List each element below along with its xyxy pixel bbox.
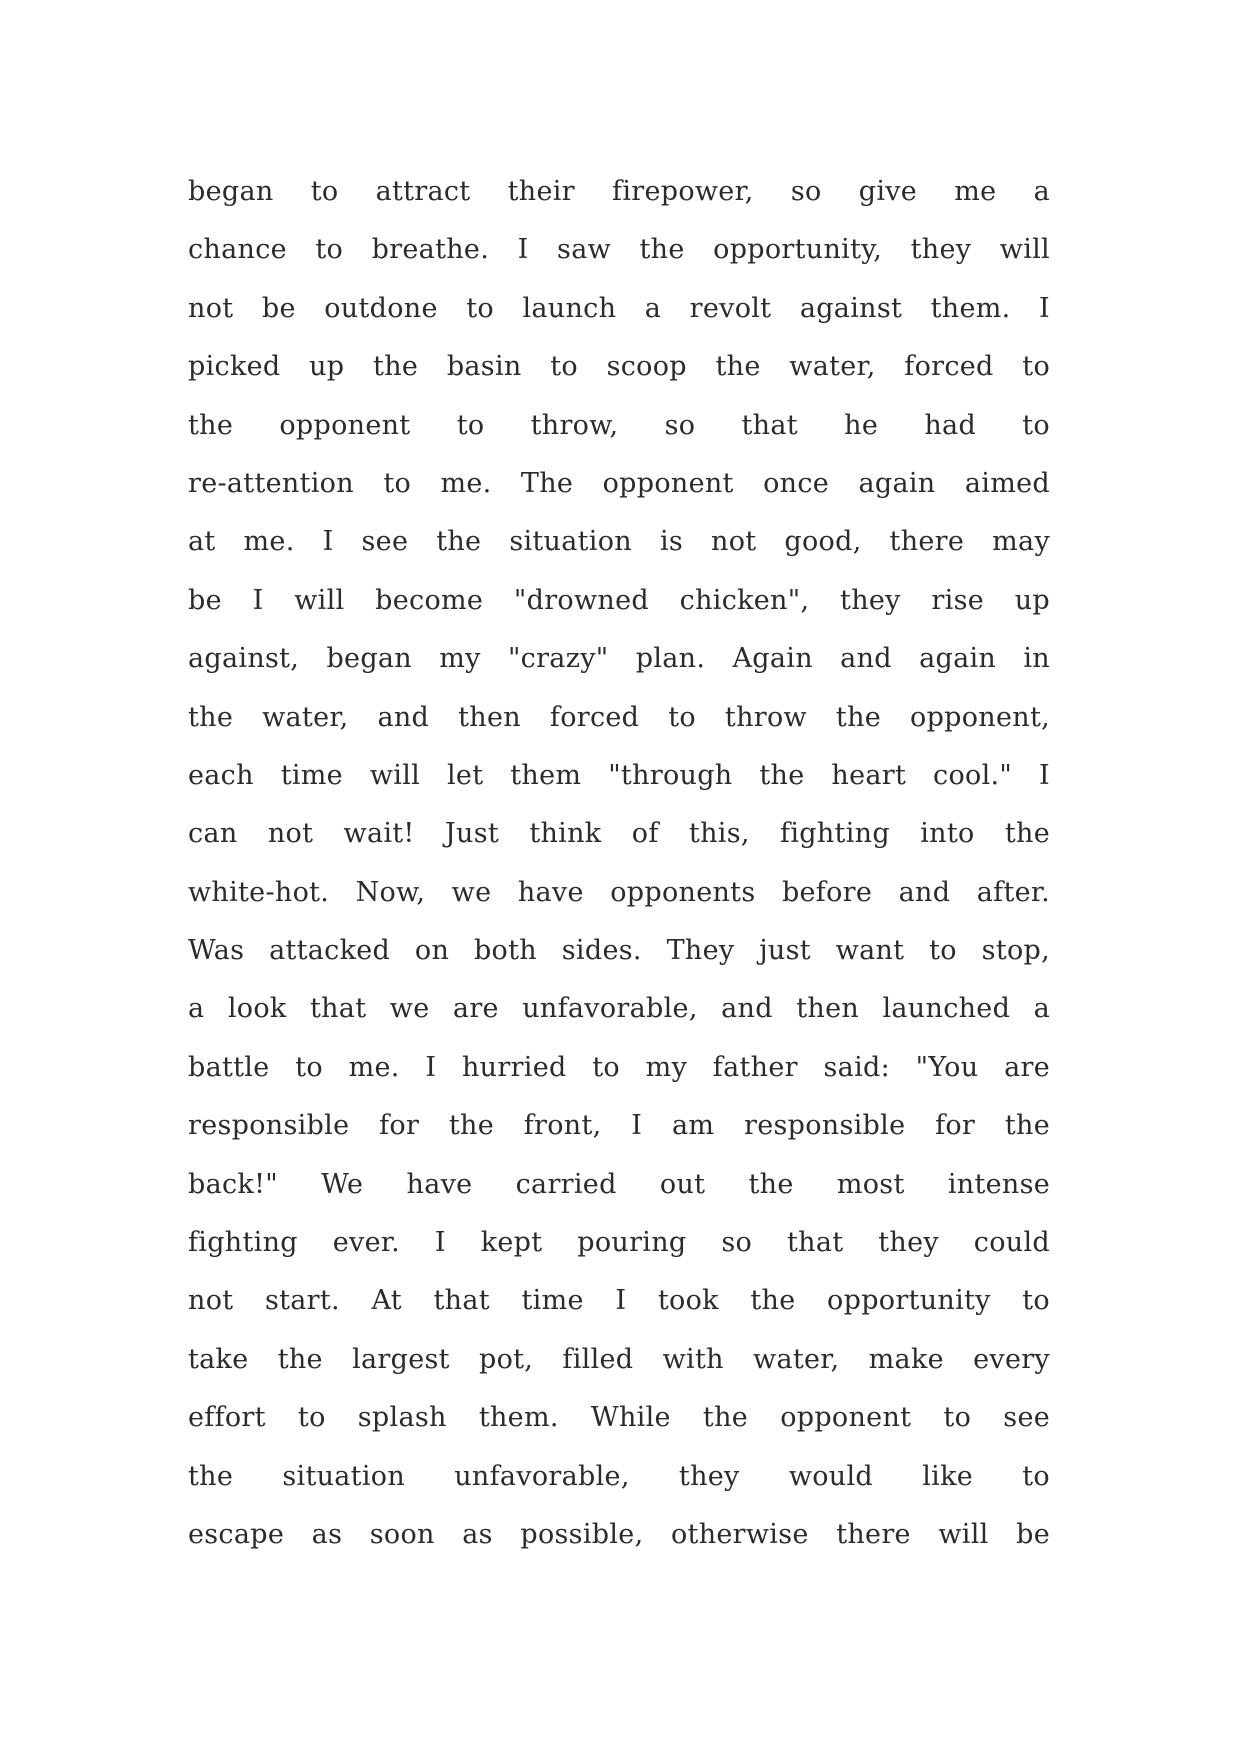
- text-line: a look that we are unfavorable, and then launched a: [188, 993, 1050, 1025]
- text-line: fighting ever. I kept pouring so that they could: [188, 1227, 1050, 1259]
- text-line: take the largest pot, filled with water, make every: [188, 1343, 1050, 1375]
- text-line: the water, and then forced to throw the opponent,: [188, 701, 1050, 733]
- text-line: not be outdone to launch a revolt against them. I: [188, 292, 1050, 324]
- text-line: against, began my "crazy" plan. Again and again in: [188, 643, 1050, 675]
- text-line: escape as soon as possible, otherwise there will be: [188, 1518, 1050, 1550]
- text-line: not start. At that time I took the opportunity to: [188, 1285, 1050, 1317]
- text-line: at me. I see the situation is not good, there may: [188, 526, 1050, 558]
- text-line: white-hot. Now, we have opponents before and after.: [188, 876, 1050, 908]
- text-line: responsible for the front, I am responsible for the: [188, 1110, 1050, 1142]
- text-line: battle to me. I hurried to my father said: "You are: [188, 1051, 1050, 1083]
- text-line: effort to splash them. While the opponent to see: [188, 1402, 1050, 1434]
- text-line: be I will become "drowned chicken", they rise up: [188, 584, 1050, 616]
- text-line: the opponent to throw, so that he had to: [188, 409, 1050, 441]
- text-line: chance to breathe. I saw the opportunity, they will: [188, 234, 1050, 266]
- text-line: can not wait! Just think of this, fighting into the: [188, 818, 1050, 850]
- body-text: [188, 163, 1050, 1564]
- text-line: the situation unfavorable, they would like to: [188, 1460, 1050, 1492]
- text-line: each time will let them "through the heart cool." I: [188, 759, 1050, 791]
- text-line: re-attention to me. The opponent once again aimed: [188, 467, 1050, 499]
- text-line: Was attacked on both sides. They just want to stop,: [188, 935, 1050, 967]
- text-line: picked up the basin to scoop the water, forced to: [188, 351, 1050, 383]
- text-line: began to attract their firepower, so give me a: [188, 176, 1050, 207]
- text-line: back!" We have carried out the most intense: [188, 1168, 1050, 1200]
